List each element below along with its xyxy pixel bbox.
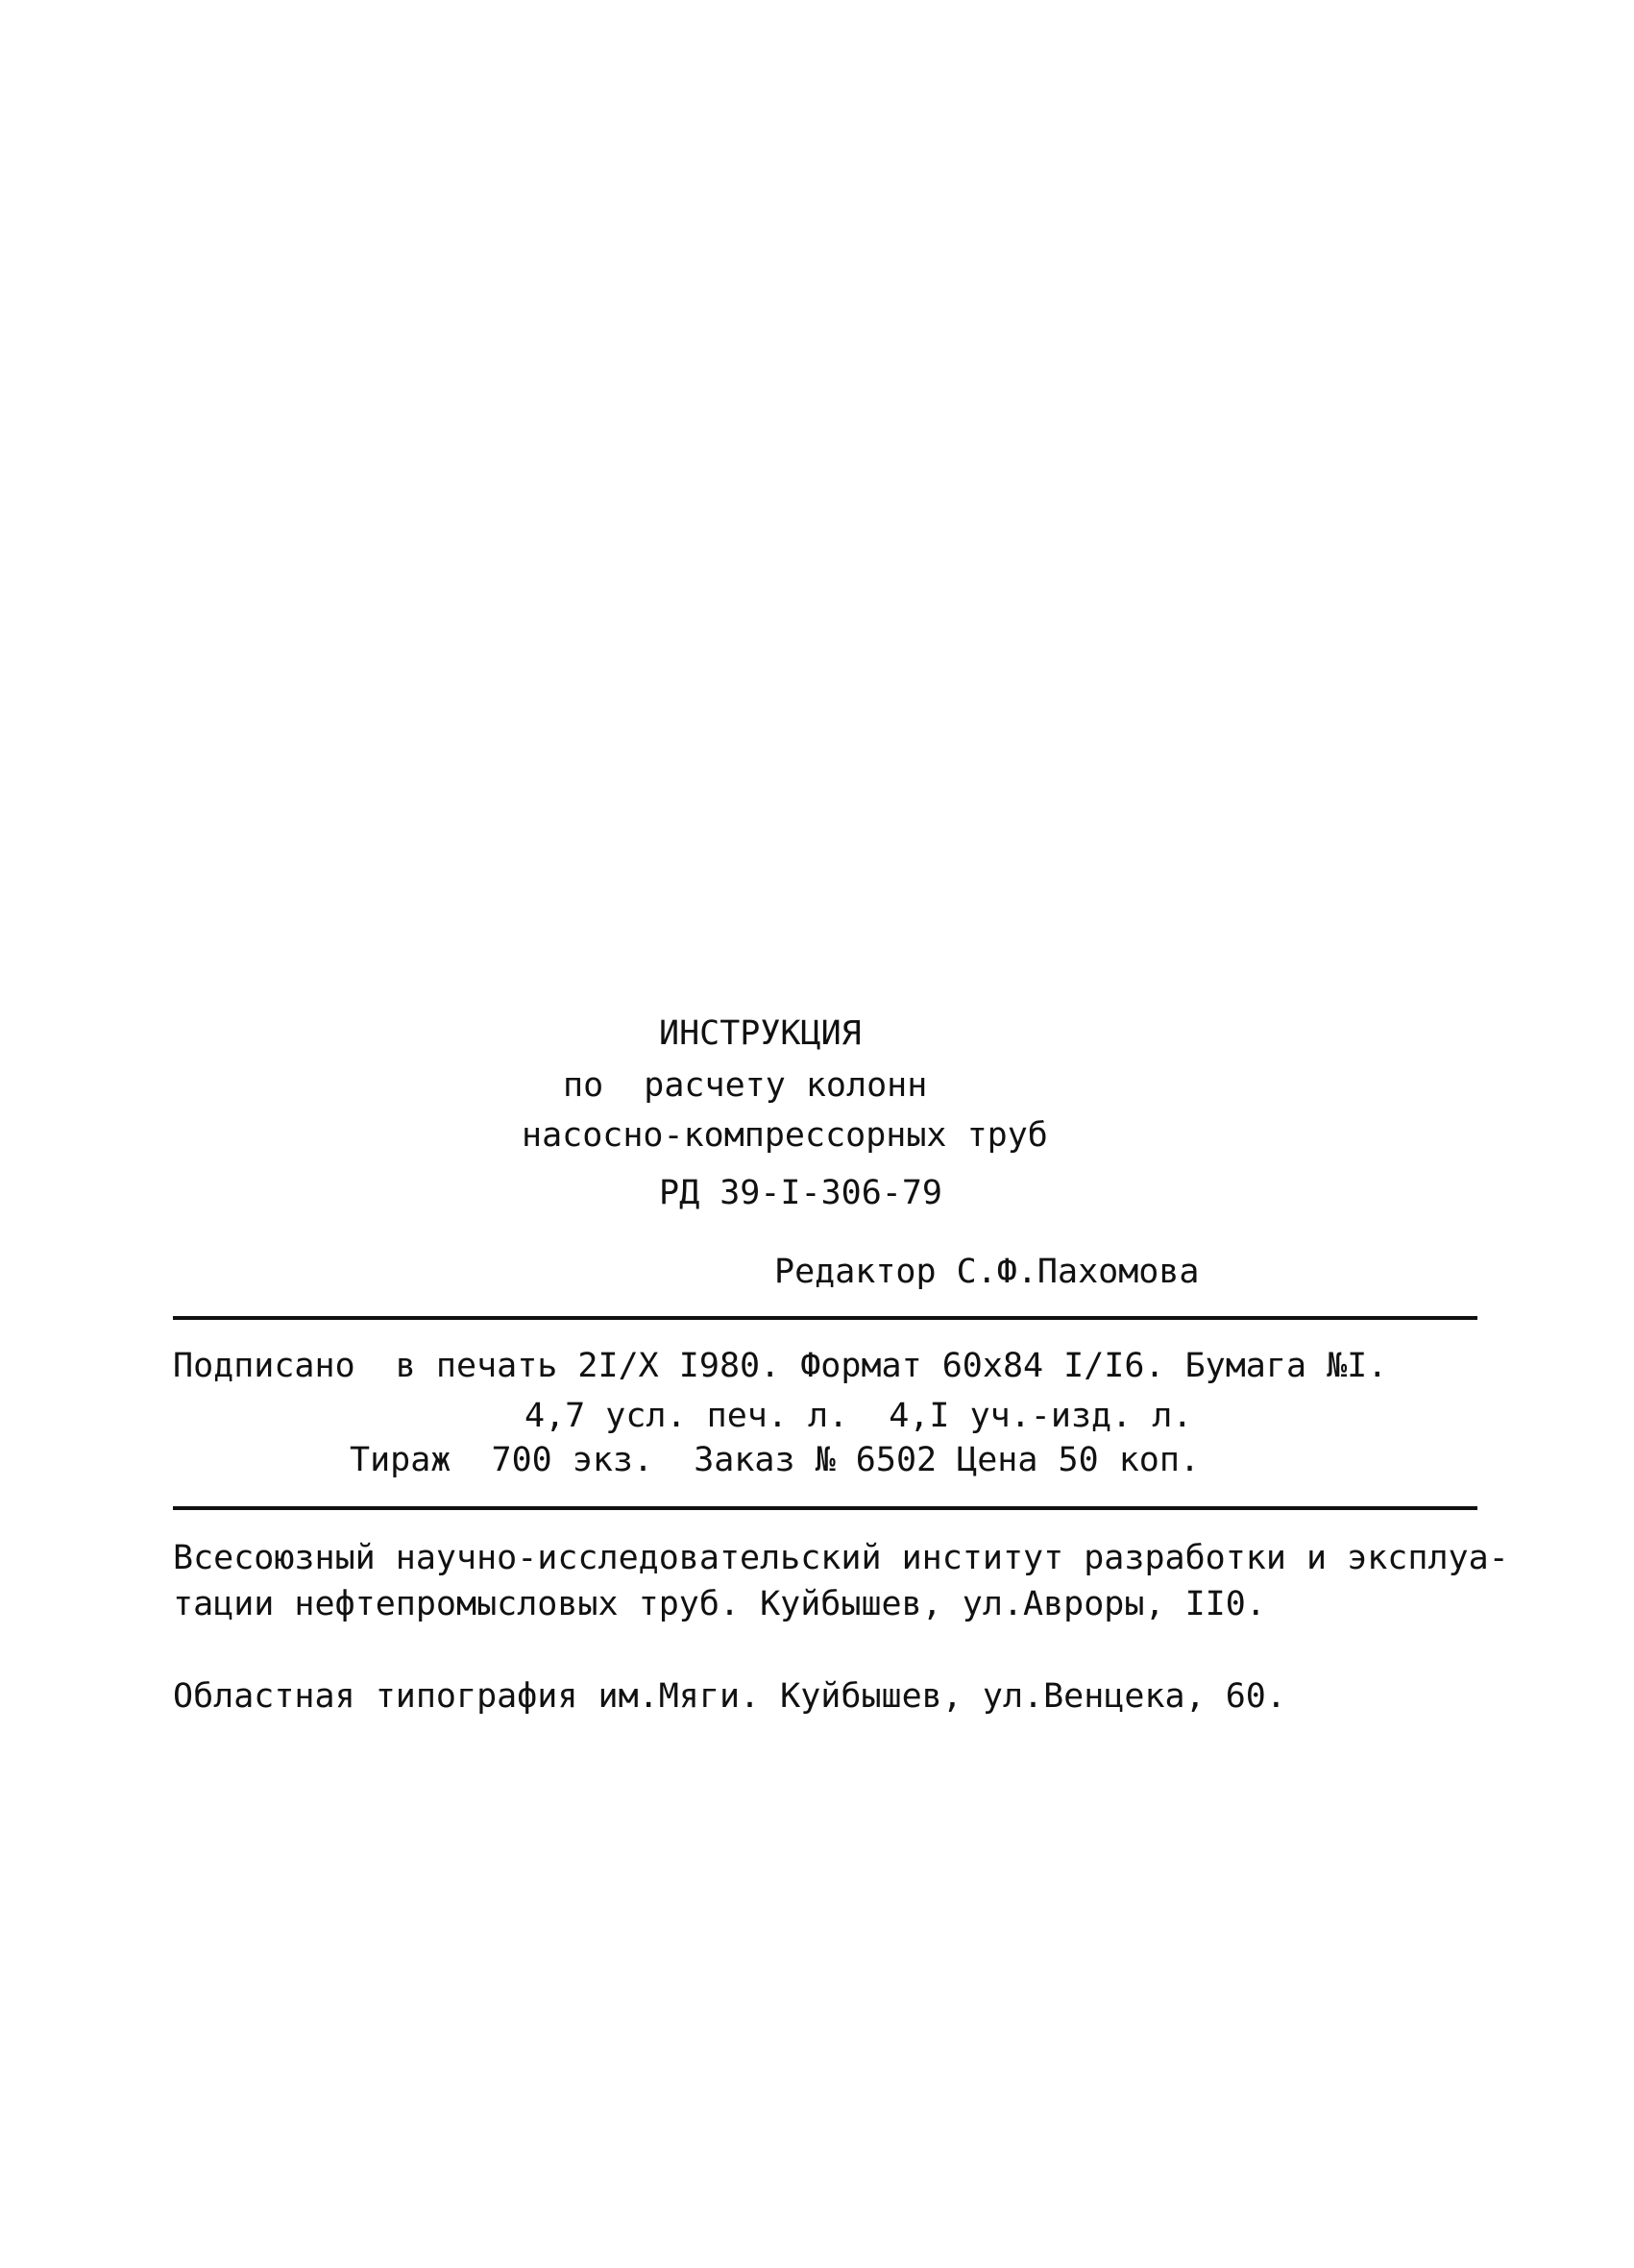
imprint-line-2: 4,7 усл. печ. л. 4,I уч.-изд. л. — [524, 1397, 1193, 1435]
printer-credit: Областная типография им.Мяги. Куйбышев, ул.Венцека, 60. — [173, 1677, 1286, 1716]
divider-bottom — [173, 1506, 1477, 1510]
institute-line-1: Всесоюзный научно-исследовательский институт разработки и эксплуа- — [173, 1539, 1509, 1577]
document-subtitle-line-1: по расчету колонн — [563, 1066, 928, 1105]
document-code: РД 39-I-306-79 — [659, 1174, 943, 1212]
imprint-line-1: Подписано в печать 2I/X I980. Формат 60x84 I/I6. Бумага №I. — [173, 1347, 1388, 1385]
document-heading: ИНСТРУКЦИЯ — [659, 1014, 862, 1053]
imprint-line-3: Тираж 700 экз. Заказ № 6502 Цена 50 коп. — [350, 1441, 1201, 1479]
editor-credit: Редактор С.Ф.Пахомова — [774, 1253, 1200, 1291]
institute-line-2: тации нефтепромысловых труб. Куйбышев, ул.Авроры, II0. — [173, 1585, 1266, 1623]
document-subtitle-line-2: насосно-компрессорных труб — [522, 1116, 1048, 1155]
divider-top — [173, 1316, 1477, 1320]
